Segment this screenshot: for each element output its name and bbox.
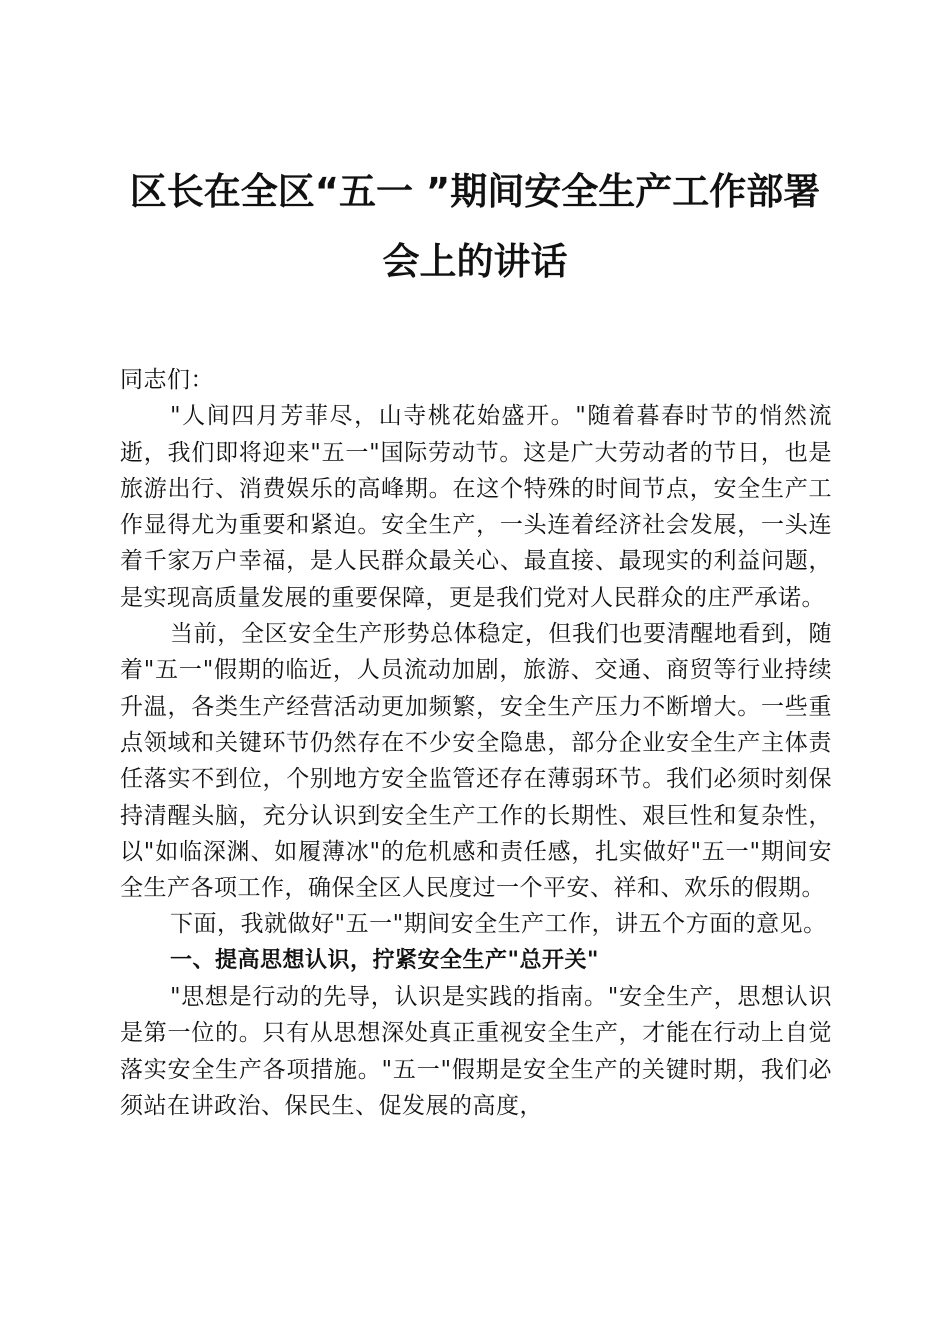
paragraph-intro: "人间四月芳菲尽，山寺桃花始盛开。"随着暮春时节的悄然流逝，我们即将迎来"五一"国际劳动节。这是广大劳动者的节日，也是旅游出行、消费娱乐的高峰期。在这个特殊的时间节点，安全生产工作显得尤为重要和紧迫。安全生产，一头连着经济社会发展，一头连着千家万户幸福，是人民群众最关心、最直接、最现实的利益问题，是实现高质量发展的重要保障，更是我们党对人民群众的庄严承诺。 [120,403,832,611]
salutation: 同志们： [120,367,214,393]
section-1-paragraph: "思想是行动的先导，认识是实践的指南。"安全生产，思想认识是第一位的。只有从思想深处真正重视安全生产，才能在行动上自觉落实安全生产各项措施。"五一"假期是安全生产的关键时期，我们必须站在讲政治、保民生、促发展的高度， [120,984,832,1119]
paragraph-situation: 当前，全区安全生产形势总体稳定，但我们也要清醒地看到，随着"五一"假期的临近，人员流动加剧，旅游、交通、商贸等行业持续升温，各类生产经营活动更加频繁，安全生产压力不断增大。一些重点领域和关键环节仍然存在不少安全隐患，部分企业安全生产主体责任落实不到位，个别地方安全监管还存在薄弱环节。我们必须时刻保持清醒头脑，充分认识到安全生产工作的长期性、艰巨性和复杂性，以"如临深渊、如履薄冰"的危机感和责任感，扎实做好"五一"期间安全生产各项工作，确保全区人民度过一个平安、祥和、欢乐的假期。 [120,621,832,902]
document-title-line-1: 区长在全区“五一 ”期间安全生产工作部署 [129,170,821,213]
section-heading-1: 一、提高思想认识，拧紧安全生产"总开关" [170,947,599,973]
paragraph-outline: 下面，我就做好"五一"期间安全生产工作，讲五个方面的意见。 [170,911,827,938]
document-title-line-2: 会上的讲话 [382,240,568,283]
document-body [120,362,832,1124]
